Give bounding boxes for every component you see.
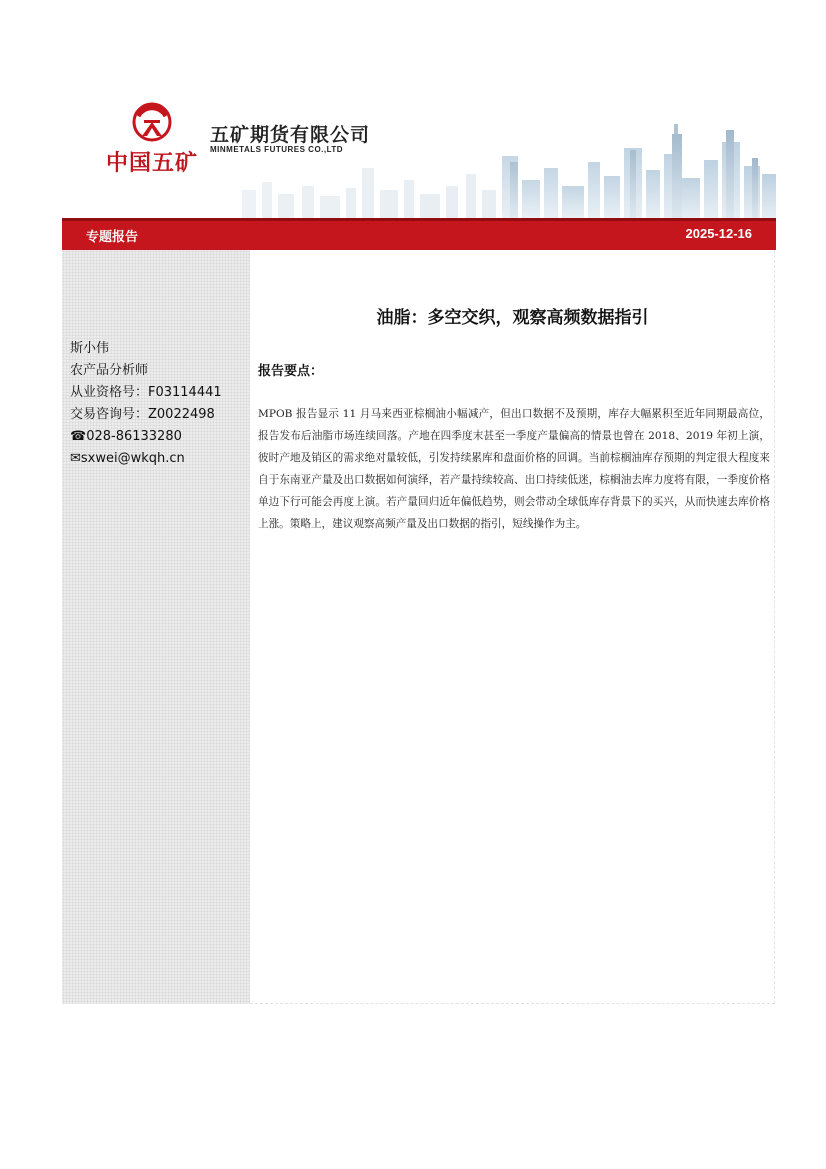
analyst-role: 农产品分析师 [70, 363, 149, 378]
analyst-info [70, 338, 222, 470]
report-type-label: 专题报告 [86, 230, 139, 245]
report-header [62, 90, 776, 218]
analyst-qualification: 从业资格号：F03114441 [70, 385, 222, 400]
analyst-name: 斯小伟 [70, 341, 110, 356]
main-content-frame [250, 250, 775, 1004]
report-title: 油脂：多空交织，观察高频数据指引 [376, 308, 649, 328]
company-name-cn: 五矿期货有限公司 [210, 124, 371, 146]
report-date: 2025-12-16 [685, 226, 752, 241]
analyst-phone: ☎028-86133280 [70, 429, 182, 444]
analyst-consult-number: 交易咨询号：Z0022498 [70, 407, 215, 422]
logo-text: 中国五矿 [106, 151, 199, 176]
banner-top-line [62, 218, 776, 221]
analyst-email[interactable]: ✉sxwei@wkqh.cn [70, 451, 185, 466]
section-heading: 报告要点： [258, 364, 324, 379]
report-summary: MPOB 报告显示 11 月马来西亚棕榈油小幅减产，但出口数据不及预期，库存大幅累积至近年同期最高位，报告发布后油脂市场连续回落。产地在四季度末甚至一季度产量偏高的情景也曾在 2018、2019 年初上演，彼时产地及销区的需求绝对量较低，引发持续累库和盘面价格的回调。当前棕榈油库存预期的判定很大程度来自于东南亚产量及出口数据如何演绎，若产量持续较高、出口持续低迷，棕榈油去库力度将有限，一季度价格单边下行可能会再度上演。若产量回归近年偏低趋势，则会带动全球低库存背景下的买兴，从而快速去库价格上涨。策略上，建议观察高频产量及出口数据的指引，短线操作为主。 [258, 408, 770, 530]
report-banner [62, 218, 776, 250]
company-name-en: MINMETALS FUTURES CO.,LTD [210, 145, 344, 154]
minmetals-logo-icon [132, 102, 172, 142]
analyst-sidebar [62, 250, 250, 1004]
